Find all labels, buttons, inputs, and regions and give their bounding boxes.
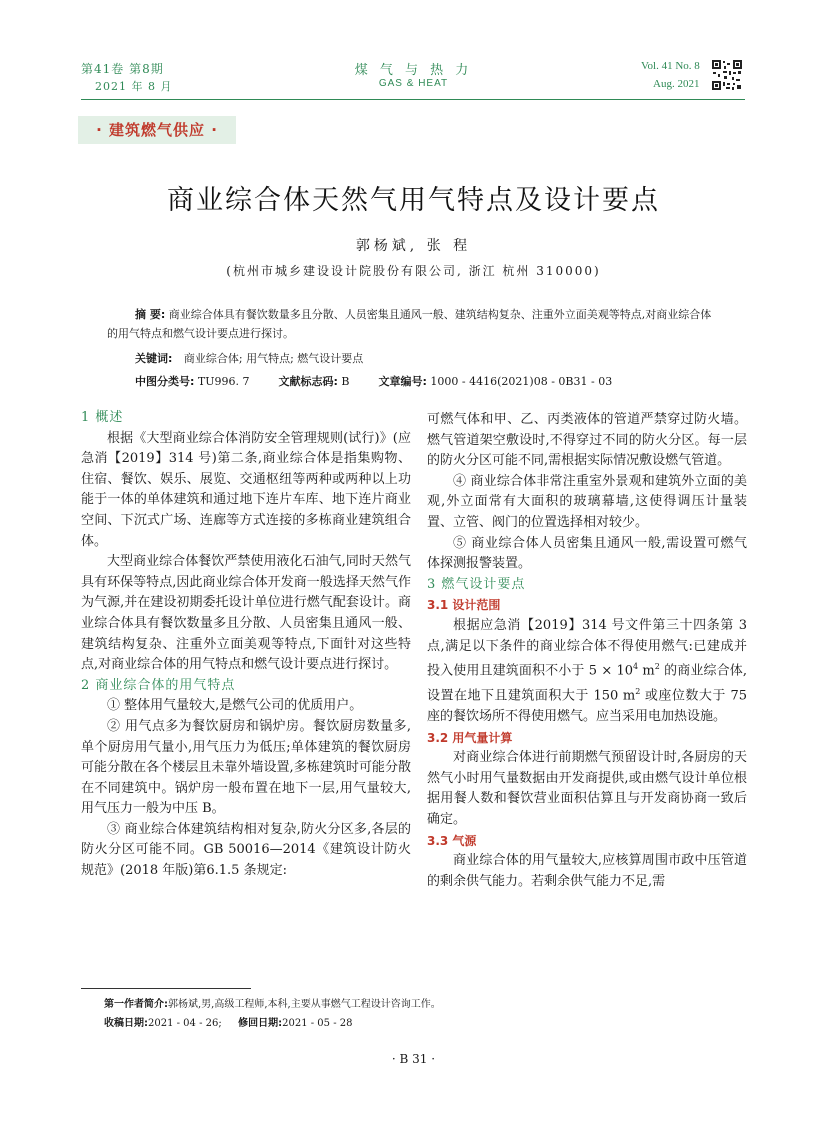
doc-code-value: B [341,375,350,388]
header-rule [81,99,745,100]
author-bio-label: 第一作者简介: [104,999,168,1010]
superscript: 2 [635,687,641,697]
journal-name-en: GAS & HEAT [378,78,449,89]
doc-code-label: 文献标志码: [278,375,338,388]
heading-1: 1 概述 [81,410,124,425]
clc-value: TU996. 7 [197,375,250,388]
revised-label: 修回日期: [238,1018,283,1029]
classification [135,372,755,391]
paragraph: 可燃气体和甲、乙、丙类液体的管道严禁穿过防火墙。燃气管道架空敷设时,不得穿过不同的防火分区。每一层的防火分区可能不同,需根据实际情况敷设燃气管道。 [427,412,747,469]
received-date: 2021 - 04 - 26; [148,1018,222,1029]
clc-label: 中图分类号: [135,375,195,388]
list-item: ③ 商业综合体建筑结构相对复杂,防火分区多,各层的防火分区可能不同。GB 50016—2014《建筑设计防火规范》(2018 年版)第6.1.5 条规定: [81,821,411,879]
heading-3-2: 3.2 用气量计算 [427,730,513,745]
abstract-text: 商业综合体具有餐饮数量多且分散、人员密集且通风一般、建筑结构复杂、注重外立面美观等特点,对商业综合体的用气特点和燃气设计要点进行探讨。 [107,308,712,340]
author-bio-text: 郭杨斌,男,高级工程师,本科,主要从事燃气工程设计咨询工作。 [168,999,441,1010]
paragraph: 大型商业综合体餐饮严禁使用液化石油气,同时天然气具有环保等特点,因此商业综合体开发商一般选择天然气作为气源,并在建设初期委托设计单位进行燃气配套设计。商业综合体具有餐饮数量多且分散、人员密集且通风一般、建筑结构复杂、注重外立面美观等特点,下面针对这些特点,对商业综合体的用气特点和燃气设计要点进行探讨。 [81,554,411,673]
paragraph: 对商业综合体进行前期燃气预留设计时,各厨房的天然气小时用气量数据由开发商提供,或由燃气设计单位根据用餐人数和餐饮营业面积估算且与开发商协商一致后确定。 [427,750,747,827]
text-run: 的商业综合体,设置在地下且建筑面积大于 150 m [427,663,747,704]
authors: 郭杨斌, 张 程 [355,238,472,254]
header-volume-cn: 第41卷 第8期 [81,62,164,76]
paragraph: 商业综合体的用气量较大,应核算周围市政中压管道的剩余供气能力。若剩余供气能力不足,需 [427,853,747,889]
page-number: · B 31 · [391,1052,436,1066]
heading-3-1: 3.1 设计范围 [427,598,501,613]
affiliation: (杭州市城乡建设设计院股份有限公司, 浙江 杭州 310000) [226,264,601,278]
qr-code-icon [711,59,743,91]
footnote-author [104,995,441,1010]
journal-name-cn: 煤 气 与 热 力 [354,63,473,78]
text-run: m [638,663,655,679]
header-date-cn: 2021 年 8 月 [95,80,173,93]
header-volume-en: Vol. 41 No. 8 [641,60,700,72]
received-label: 收稿日期: [104,1018,148,1029]
footnote-dates [104,1014,353,1029]
list-item: ⑤ 商业综合体人员密集且通风一般,需设置可燃气体探测报警装置。 [427,535,747,572]
superscript: 2 [654,662,660,672]
heading-3: 3 燃气设计要点 [427,576,526,592]
heading-3-3: 3.3 气源 [427,833,477,848]
text-run: 或座位数大于 75 座的餐饮场所不得使用燃气。应当采用电加热设施。 [427,688,748,724]
abstract-label: 摘 要: [135,308,166,321]
article-title: 商业综合体天然气用气特点及设计要点 [167,185,660,216]
superscript: 4 [633,662,639,672]
list-item: ② 用气点多为餐饮厨房和锅炉房。餐饮厨房数量多,单个厨房用气量小,用气压力为低压;单体建筑的餐饮厨房可能分散在各个楼层且未靠外墙设置,多栋建筑时可能分散在不同建筑中。锅炉房一般布置在地下一层,用气量较大,用气压力一般为中压 B。 [81,718,411,817]
paragraph: 根据《大型商业综合体消防安全管理规则(试行)》(应急消【2019】314 号)第二条,商业综合体是指集购物、住宿、餐饮、娱乐、展览、交通枢纽等两种或两种以上功能于一体的单体建筑和通过地下连片车库、地下连片商业空间、下沉式广场、连廊等方式连接的多栋商业建筑组合体。 [81,430,411,549]
section-tag: · 建筑燃气供应 · [78,116,236,144]
left-column [81,408,411,882]
footnote-rule [81,988,251,989]
list-item: ④ 商业综合体非常注重室外景观和建筑外立面的美观,外立面常有大面积的玻璃幕墙,这使得调压计量装置、立管、阀门的位置选择相对较少。 [427,473,747,530]
text-run: 根据应急消【2019】314 号文件第三十四条第 3 点,满足以下条件的商业综合体不得使用燃气:已建成并投入使用且建筑面积不小于 5 × 10 [427,617,747,679]
article-no-value: 1000 - 4416(2021)08 - 0B31 - 03 [430,375,613,388]
abstract [107,305,719,343]
keywords-label: 关键词: [135,352,173,365]
header-date-en: Aug. 2021 [653,78,700,90]
article-no-label: 文章编号: [378,375,427,388]
right-column [427,410,747,892]
heading-2: 2 商业综合体的用气特点 [81,677,236,693]
list-item: ① 整体用气量较大,是燃气公司的优质用户。 [107,698,363,714]
paragraph [427,616,747,728]
keywords [135,349,747,368]
keywords-text: 商业综合体; 用气特点; 燃气设计要点 [183,352,364,365]
revised-date: 2021 - 05 - 28 [282,1018,353,1029]
